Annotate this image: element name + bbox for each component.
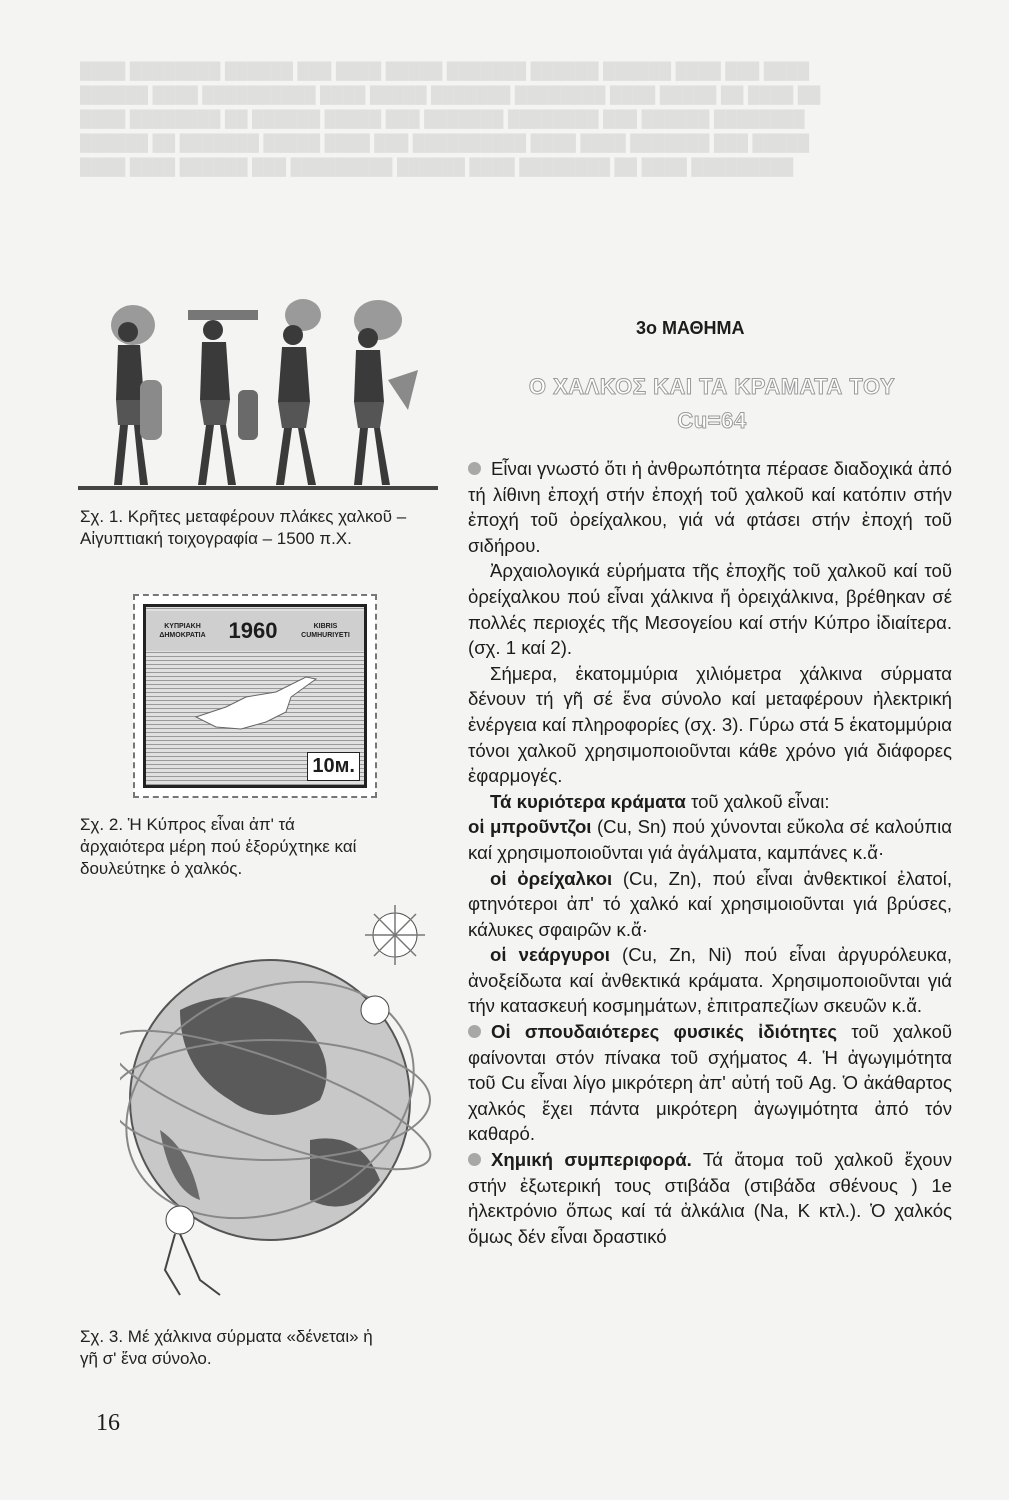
paragraph-nickel-silver: οἱ νεάργυροι (Cu, Zn, Ni) πού εἶναι ἀργυρόλευκα, ἀνοξείδωτα καί ἀνθεκτικά κράματα. Χρησιμοποιοῦνται γιά τήν κατασκευή κοσμημάτων, ἐπιτραπεζίων σκευῶν κ.ἄ. [468, 944, 952, 1017]
bullet-icon [468, 1153, 481, 1166]
paragraph-brass: οἱ ὀρείχαλκοι (Cu, Zn), πού εἶναι ἀνθεκτικοί ἐλατοί, φτηνότεροι ἀπ' τό χαλκό καί χρησιμοιοῦνται γιά βρύσες, κάλυκες σφαιρῶν κ.ἄ· [468, 867, 952, 940]
stamp-right-label: KIBRIS CUMHURIYETI [301, 623, 350, 639]
lesson-title [472, 370, 952, 438]
cyprus-island-shape [186, 667, 326, 747]
paragraph-bronze: οἱ μπροῦντζοι (Cu, Sn) πού χύνονται εὔκολα σέ καλούπια καί χρησιμοποιοῦνται γιά ἀγάλματα, καμπάνες κ.ἄ· [468, 816, 952, 863]
paragraph-archaeology: Ἀρχαιολογικά εὑρήματα τῆς ἐποχῆς τοῦ χαλκοῦ καί τοῦ ὀρείχαλκου πού εἶναι χάλκινα ἤ ὀρειχάλκινα, βρέθηκαν σέ πολλές περιοχές τῆς Μεσογείου καί στήν Κύπρο ἰδιαίτερα. (σχ. 1 καί 2). [468, 560, 952, 659]
lesson-label: 3ο ΜΑΘΗΜΑ [636, 318, 745, 338]
bullet-icon [468, 462, 481, 475]
stamp-year: 1960 [228, 618, 278, 643]
stamp-left-label: ΚΥΠΡΙΑΚΗ ΔΗΜΟΚΡΑΤΙΑ [159, 623, 206, 639]
figure-1-caption: Σχ. 1. Κρῆτες μεταφέρουν πλάκες χαλκοῦ – Αἰγυπτιακή τοιχογραφία – 1500 π.Χ. [80, 507, 407, 548]
figure-2-stamp [133, 594, 377, 798]
figure-3-globe [120, 900, 450, 1310]
lesson-title-line1: Ο ΧΑΛΚΟΣ ΚΑΙ ΤΑ ΚΡΑΜΑΤΑ ΤΟΥ [528, 374, 896, 399]
stamp-value: 10м. [307, 752, 360, 781]
page-number: 16 [96, 1410, 120, 1436]
paragraph-physical-properties: Οἱ σπουδαιότερες φυσικές ἰδιότητες τοῦ χαλκοῦ φαίνονται στόν πίνακα τοῦ σχήματος 4. Ἡ ἀγωγιμότητα τοῦ Cu εἶναι λίγο μικρότερη ἀπ' αὐτή τοῦ Ag. Ὁ ἀκάθαρτος χαλκός ἔχει πάντα μικρότερη ἀγωγιμότητα ἀπό τόν καθαρό. [468, 1021, 952, 1145]
figure-2-caption: Σχ. 2. Ἡ Κύπρος εἶναι ἀπ' τά ἀρχαιότερα μέρη πού ἐξορύχτηκε καί δουλεύτηκε ὁ χαλκός. [80, 815, 357, 878]
bullet-icon [468, 1025, 481, 1038]
bleed-through-text: ████ ████████ ██████ ███ ████ █████ ███████ ██████ ██████ ████ ███ ████ ██████ ████ ██████████ ████ █████ ███████ ████████ ████ █████ ██ ████ ██ ████ ████████ ██ ██████ █████ ███ ███████ ████████ ███ ██████ ████████ ██████ ██ ███████ █████ ████ ███ ██████████ ████ ████ ███████ ███ █████ ████ ████ ██████ ███ █████████ ██████ ████ ████████ ██ ████ █████████ [80, 63, 821, 176]
paragraph-intro: Εἶναι γνωστό ὅτι ἡ ἀνθρωπότητα πέρασε διαδοχικά ἀπό τή λίθινη ἐποχή στήν ἐποχή τοῦ χαλκοῦ καί κατόπιν στήν ἐποχή τοῦ ὀρείχαλκου, γιά νά φτάσει στήν ἐποχή τοῦ σιδήρου. [468, 458, 952, 556]
figure-1-cretans-painting [78, 290, 438, 500]
figure-3-caption: Σχ. 3. Μέ χάλκινα σύρματα «δένεται» ἡ γῆ σ' ἕνα σύνολο. [80, 1327, 373, 1368]
lesson-title-line2: Cu=64 [677, 408, 747, 433]
lesson-body [468, 456, 952, 1249]
paragraph-alloys-intro: Τά κυριότερα κράματα τοῦ χαλκοῦ εἶναι: [490, 790, 830, 812]
stamp-frame [143, 604, 367, 788]
paragraph-wires: Σήμερα, ἑκατομμύρια χιλιόμετρα χάλκινα σύρματα δένουν τή γῆ σέ ἕνα σύνολο καί μεταφέρουν ἠλεκτρική ἐνέργεια καί πληροφορίες (σχ. 3). Γύρω στά 5 ἑκατομμύρια τόνοι χαλκοῦ χρησιμοποιοῦνται κάθε χρόνο γιά διάφορες ἐφαρμογές. [468, 662, 952, 787]
paragraph-chemical-behavior: Χημική συμπεριφορά. Τά ἄτομα τοῦ χαλκοῦ ἔχουν στήν ἐξωτερική τους στιβάδα (στιβάδα σθένους ) 1e ἠλεκτρόνιο ὅπως καί τά ἀλκάλια (Na, K κτλ.). Ὁ χαλκός ὅμως δέν εἶναι δραστικό [468, 1149, 952, 1247]
